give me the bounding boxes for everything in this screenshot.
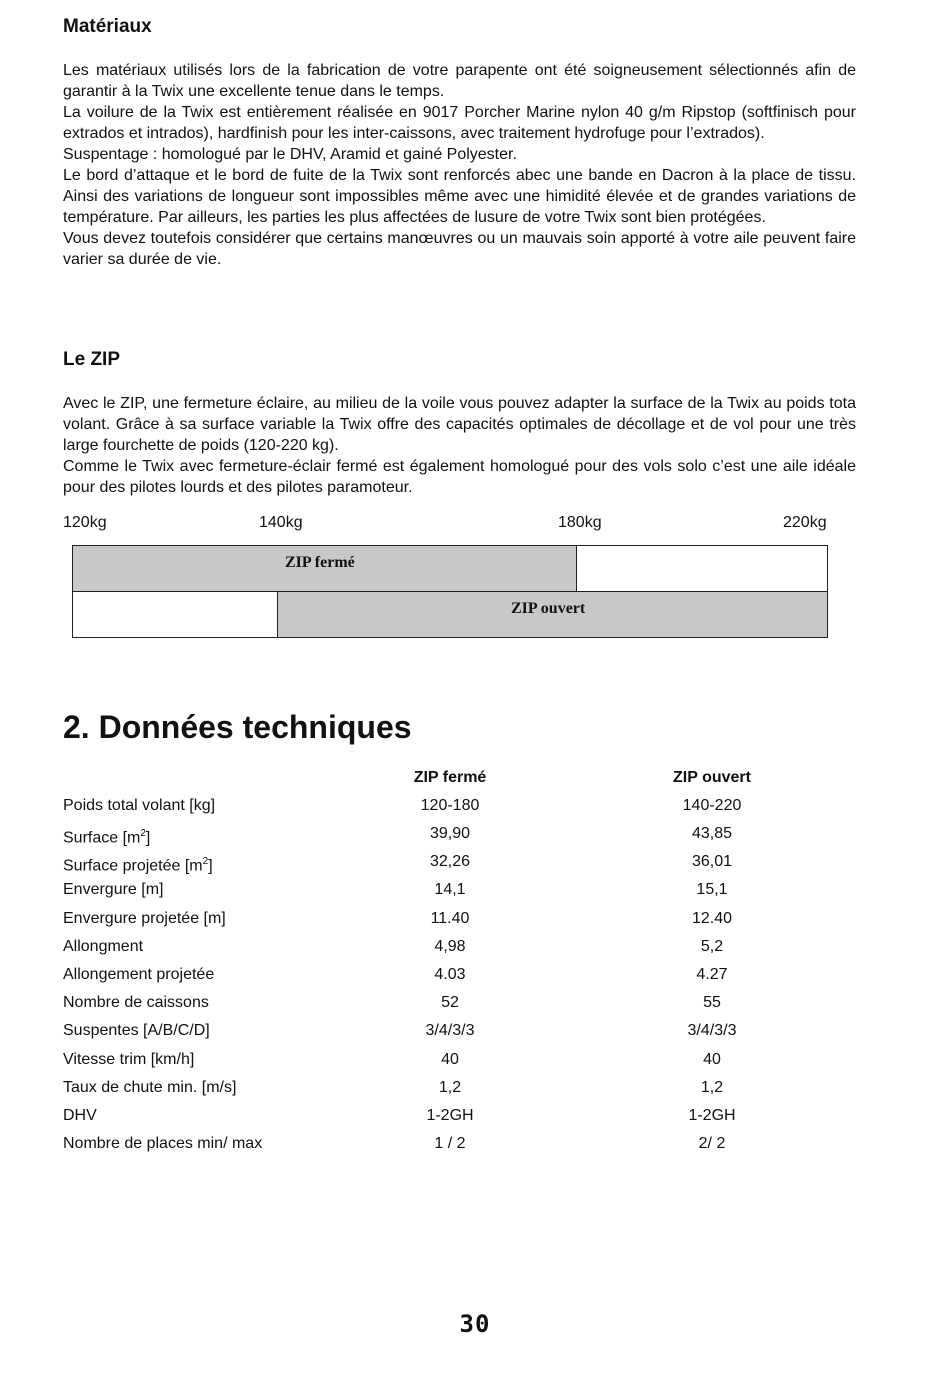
- row-label: Nombre de places min/ max: [63, 1135, 263, 1152]
- empty-range-cell: [72, 591, 278, 638]
- section-title-materiaux: Matériaux: [63, 16, 152, 37]
- section-title-zip: Le ZIP: [63, 349, 121, 370]
- zip-closed-label: ZIP fermé: [285, 554, 355, 571]
- value-open: 2/ 2: [698, 1135, 726, 1152]
- column-header-zip-open: ZIP ouvert: [673, 769, 751, 786]
- paragraph: Le bord d’attaque et le bord de fuite de la Twix sont renforcés abec une bande en Dacron à la place de tissu. Ainsi des variations de longueur sont impossibles même avec une himidité élevée et de grandes variations de température. Par ailleurs, les parties les plus affectées de lusure de votre Twix sont bien protégées.: [63, 167, 856, 226]
- value-open: 36,01: [691, 853, 733, 870]
- scale-label-120: 120kg: [63, 514, 107, 531]
- value-closed: 4,98: [434, 938, 466, 955]
- row-label: DHV: [63, 1107, 97, 1124]
- value-closed: 11.40: [430, 910, 470, 927]
- row-label: Poids total volant [kg]: [63, 797, 216, 814]
- row-label: Envergure projetée [m]: [63, 910, 226, 927]
- value-closed: 32,26: [429, 853, 471, 870]
- value-open: 5,2: [700, 938, 724, 955]
- row-label: Suspentes [A/B/C/D]: [63, 1022, 210, 1039]
- zip-text: [63, 393, 856, 498]
- row-label: Surface projetée $[m^2]$: [63, 856, 213, 875]
- empty-range-cell: [576, 545, 828, 592]
- row-label: Allongment: [63, 938, 144, 955]
- value-closed: 1,2: [438, 1079, 462, 1096]
- paragraph: La voilure de la Twix est entièrement réalisée en 9017 Porcher Marine nylon 40 g/m Ripstop (softfinisch pour extrados et intrados), hardfinish pour les inter-caissons, avec traitement hydrofuge pour l’extrados).: [63, 104, 856, 142]
- value-closed: 1 / 2: [434, 1135, 466, 1152]
- row-label: Envergure [m]: [63, 881, 164, 898]
- value-closed: 4.03: [434, 966, 466, 983]
- value-open: 3/4/3/3: [687, 1022, 737, 1039]
- paragraph: Les matériaux utilisés lors de la fabrication de votre parapente ont été soigneusement sélectionnés afin de garantir à la Twix une excellente tenue dans le temps.: [63, 62, 856, 100]
- page-number: 30: [459, 1310, 491, 1338]
- column-header-zip-closed: ZIP fermé: [413, 769, 487, 786]
- value-closed: 120-180: [420, 797, 480, 814]
- paragraph: Vous devez toutefois considérer que certains manœuvres ou un mauvais soin apporté à votre aile peuvent faire varier sa durée de vie.: [63, 230, 856, 268]
- value-open: 15,1: [696, 881, 728, 898]
- value-open: 1-2GH: [688, 1107, 736, 1124]
- value-closed: 52: [441, 994, 459, 1011]
- row-label: Taux de chute min. [m/s]: [63, 1079, 237, 1096]
- scale-label-220: 220kg: [783, 514, 827, 531]
- value-closed: 3/4/3/3: [425, 1022, 475, 1039]
- row-label: Nombre de caissons: [63, 994, 209, 1011]
- value-open: 40: [703, 1051, 721, 1068]
- value-open: 1,2: [700, 1079, 724, 1096]
- materiaux-text: [63, 60, 856, 270]
- value-open: 140-220: [682, 797, 742, 814]
- scale-label-140: 140kg: [259, 514, 303, 531]
- section-title-technical-data: 2. Données techniques: [63, 709, 412, 745]
- zip-open-label: ZIP ouvert: [511, 600, 586, 617]
- value-open: 43,85: [691, 825, 733, 842]
- value-closed: 14,1: [434, 881, 466, 898]
- value-open: 55: [703, 994, 721, 1011]
- row-label: Vitesse trim [km/h]: [63, 1051, 195, 1068]
- value-open: 12.40: [691, 910, 733, 927]
- scale-label-180: 180kg: [558, 514, 602, 531]
- paragraph: Comme le Twix avec fermeture-éclair fermé est également homologué pour des vols solo c’est une aile idéale pour des pilotes lourds et des pilotes paramoteur.: [63, 458, 856, 496]
- value-open: 4.27: [696, 966, 728, 983]
- paragraph: Avec le ZIP, une fermeture éclaire, au milieu de la voile vous pouvez adapter la surface de la Twix au poids tota volant. Grâce à sa surface variable la Twix offre des capacités optimales de décollage et de vol pour une très large fourchette de poids (120-220 kg).: [63, 395, 856, 454]
- row-label: Surface $[m^2]$: [63, 828, 151, 847]
- value-closed: 39,90: [429, 825, 471, 842]
- row-label: Allongement projetée: [63, 966, 215, 983]
- paragraph: Suspentage : homologué par le DHV, Aramid et gainé Polyester.: [63, 146, 517, 163]
- value-closed: 40: [441, 1051, 459, 1068]
- value-closed: 1-2GH: [426, 1107, 474, 1124]
